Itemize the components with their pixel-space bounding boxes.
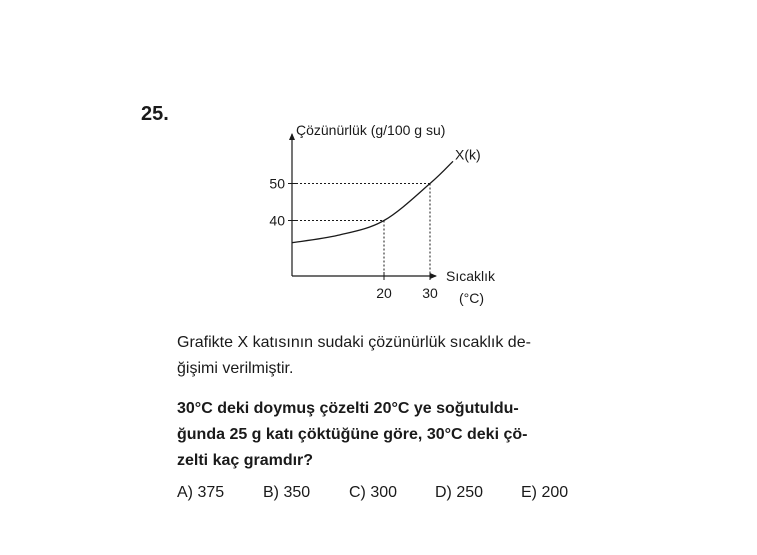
intro-line: Grafikte X katısının sudaki çözünürlük sıcaklık de- <box>177 334 531 351</box>
option-a[interactable] <box>177 484 224 502</box>
option-letter: D) <box>435 484 452 501</box>
answer-options <box>177 484 597 510</box>
option-value: 200 <box>541 484 569 501</box>
prompt-line: ğunda 25 g katı çöktüğüne göre, 30°C deki çö- <box>177 426 528 443</box>
option-value: 300 <box>370 484 398 501</box>
x-axis-label: Sıcaklık <box>446 268 496 284</box>
intro-line: ğişimi verilmiştir. <box>177 360 294 377</box>
option-c[interactable] <box>349 484 397 502</box>
option-letter: E) <box>521 484 537 501</box>
x-axis-unit: (°C) <box>459 290 485 306</box>
option-letter: A) <box>177 484 193 501</box>
y-tick-label-40: 40 <box>269 212 285 229</box>
series-label-x: X(k) <box>455 146 481 163</box>
prompt-line: 30°C deki doymuş çözelti 20°C ye soğutuldu- <box>177 400 519 417</box>
option-b[interactable] <box>263 484 310 502</box>
option-value: 350 <box>283 484 311 501</box>
option-d[interactable] <box>435 484 483 502</box>
option-letter: C) <box>349 484 366 501</box>
solubility-curve-x <box>292 161 453 242</box>
x-tick-label-30: 30 <box>422 285 438 301</box>
y-axis-label: Çözünürlük (g/100 g su) <box>296 122 446 138</box>
option-value: 375 <box>197 484 225 501</box>
option-e[interactable] <box>521 484 568 502</box>
question-intro <box>177 330 577 382</box>
x-tick-label-20: 20 <box>376 285 392 301</box>
option-letter: B) <box>263 484 279 501</box>
y-tick-label-50: 50 <box>269 175 285 192</box>
question-number: 25. <box>141 103 169 125</box>
question-prompt <box>177 396 577 474</box>
prompt-line: zelti kaç gramdır? <box>177 452 314 469</box>
option-value: 250 <box>456 484 484 501</box>
